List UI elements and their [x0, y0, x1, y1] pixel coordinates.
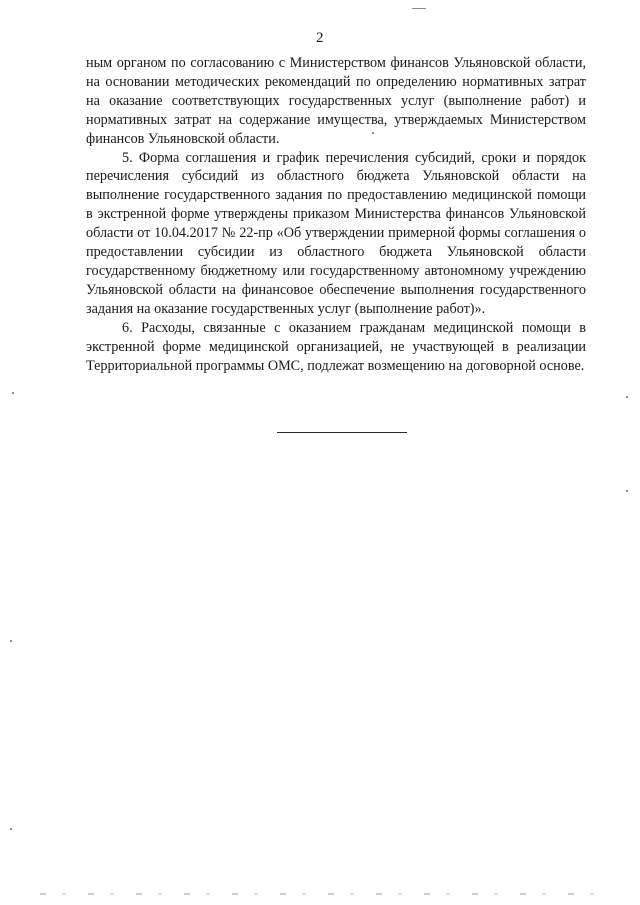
scan-speck: [412, 8, 426, 9]
paragraph-5: 5. Форма соглашения и график перечисления субсидий, сроки и порядок перечисления субсидий из областного бюджета Ульяновской области на выполнение государственного задания по предоставлению медицинской помощи в экстренной форме утверждены приказом Министерства финансов Ульяновской области от 10.04.2017 № 22-пр «Об утверждении примерной формы соглашения о предоставлении субсидии из областного бюджета Ульяновской области государственному бюджетному или государственному автономному учреждению Ульяновской области на финансовое обеспечение выполнения государственного задания на оказание государственных услуг (выполнение работ)».: [86, 149, 586, 317]
scan-speck: [12, 392, 14, 394]
scan-speck: [626, 490, 628, 492]
page-number: 2: [316, 30, 324, 46]
paragraph-continued: ным органом по согласованию с Министерством финансов Ульяновской области, на основании методических рекомендаций по определению нормативных затрат на оказание соответствующих государственных услуг (выполнение работ) и нормативных затрат на содержание имущества, утверждаемых Министерством финансов Ульяновской области.: [86, 55, 586, 147]
document-body: [86, 54, 586, 375]
scan-speck: [372, 132, 374, 134]
paragraph-6: 6. Расходы, связанные с оказанием гражданам медицинской помощи в экстренной форме медицинской организацией, не участвующей в реализации Территориальной программы ОМС, подлежат возмещению на договорной основе.: [86, 319, 586, 374]
end-separator-line: [277, 432, 407, 433]
scan-speck: [626, 396, 628, 398]
scan-bottom-noise: [40, 893, 600, 895]
scan-speck: [10, 640, 12, 642]
scan-speck: [10, 828, 12, 830]
